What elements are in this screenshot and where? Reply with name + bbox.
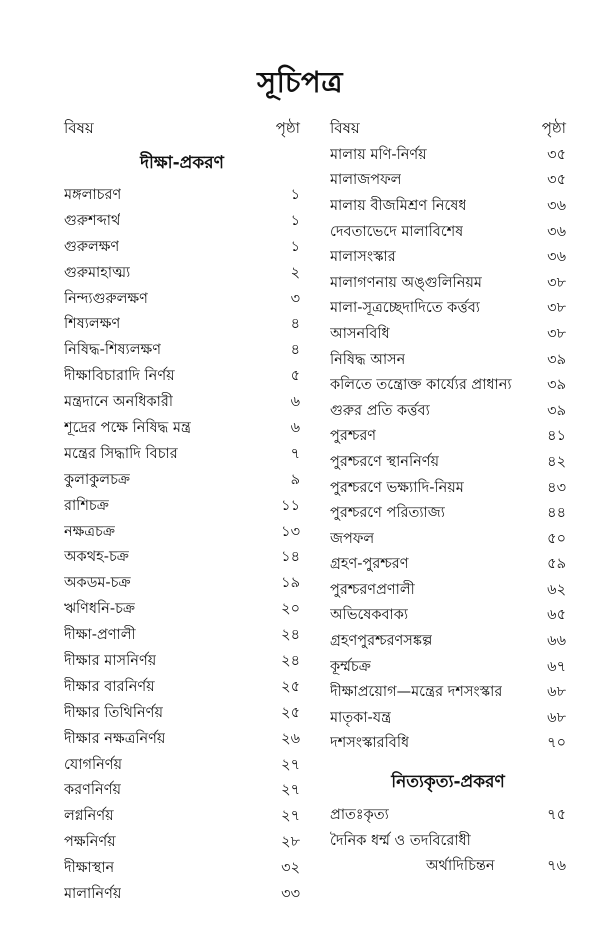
entry-title: রাশিচক্র <box>64 497 109 514</box>
entry-page: ১৪ <box>281 549 300 566</box>
entry-title: পুরশ্চরণে স্থাননির্ণয় <box>330 453 440 470</box>
entry-title: দীক্ষার তিথিনির্ণয় <box>64 704 163 721</box>
toc-entry <box>330 501 566 527</box>
right-column <box>330 115 566 880</box>
toc-entry <box>330 629 566 655</box>
toc-entry <box>64 701 300 727</box>
entry-title: অভিষেকবাক্য <box>330 607 409 624</box>
entry-page: ১ <box>290 238 300 255</box>
entry-page: ৬৫ <box>547 607 566 624</box>
entry-page: ৩৫ <box>547 172 566 189</box>
entry-title: পক্ষনির্ণয় <box>64 834 116 851</box>
toc-entry <box>64 390 300 416</box>
entry-title: মালাগণনায় অঙ্গুলিনিয়ম <box>330 274 482 291</box>
entry-page: ২৭ <box>281 756 300 773</box>
entry-title: নিষিদ্ধ-শিষ্যলক্ষণ <box>64 342 162 359</box>
entry-page: ৬৬ <box>547 633 566 650</box>
entry-title: পুরশ্চরণে পরিত্যাজ্য <box>330 505 445 522</box>
entry-page: ৫০ <box>547 530 566 547</box>
entry-title: মালায় মণি-নির্ণয় <box>330 146 427 163</box>
entry-title: মালাসংস্কার <box>330 249 396 266</box>
entry-page: ৩৬ <box>547 197 566 214</box>
toc-entry <box>330 854 566 880</box>
toc-entry <box>330 373 566 399</box>
entry-title: দৈনিক ধর্ম্ম ও তদবিরোধী <box>330 832 471 849</box>
entry-title: করণনির্ণয় <box>64 782 122 799</box>
entry-page: ৬২ <box>547 581 566 598</box>
entry-page: ৩৯ <box>547 402 566 419</box>
toc-entry <box>64 364 300 390</box>
toc-entry <box>330 604 566 630</box>
entry-title: দীক্ষাপ্রয়োগ—মন্ত্রের দশসংস্কার <box>330 684 503 701</box>
entry-page: ৪ <box>290 316 300 333</box>
entry-page: ৫৯ <box>547 556 566 573</box>
entry-page: ৪১ <box>547 428 566 445</box>
entry-page: ১ <box>290 212 300 229</box>
entry-page: ৬ <box>290 394 300 411</box>
right-entries-2 <box>330 803 566 880</box>
toc-entry <box>330 732 566 758</box>
toc-entry <box>330 803 566 829</box>
toc-entry <box>330 476 566 502</box>
entry-title: গুরুলক্ষণ <box>64 238 120 255</box>
toc-entry <box>330 450 566 476</box>
entry-page: ২৮ <box>281 834 300 851</box>
left-column-header <box>64 115 300 143</box>
toc-entry <box>330 194 566 220</box>
page-title: সূচিপত্র <box>256 65 344 99</box>
entry-title: মন্ত্রের সিদ্ধাদি বিচার <box>64 445 178 462</box>
toc-entry <box>330 143 566 169</box>
entry-title: দেবতাভেদে মালাবিশেষ <box>330 223 464 240</box>
entry-title: গুরুমাহাত্ম্য <box>64 264 131 281</box>
entry-title: দীক্ষা-প্রণালী <box>64 627 136 644</box>
entry-title: আসনবিধি <box>330 325 390 342</box>
entry-title: শূদ্রের পক্ষে নিষিদ্ধ মন্ত্র <box>64 419 191 436</box>
toc-entry <box>64 571 300 597</box>
entry-title: কুলাকুলচক্র <box>64 471 131 488</box>
toc-entry <box>330 553 566 579</box>
toc-entry <box>330 245 566 271</box>
toc-entry <box>330 271 566 297</box>
section-title: দীক্ষা-প্রকরণ <box>140 153 224 173</box>
entry-page: ১৯ <box>281 575 300 592</box>
toc-entry <box>330 399 566 425</box>
entry-page: ৩৩ <box>281 885 300 902</box>
entry-title: দীক্ষাস্থান <box>64 860 115 877</box>
entry-page: ১১ <box>281 497 300 514</box>
toc-entry <box>330 680 566 706</box>
toc-entry <box>64 416 300 442</box>
entry-page: ৪ <box>290 342 300 359</box>
entry-title: অকডম-চক্র <box>64 575 131 592</box>
entry-page: ১ <box>290 186 300 203</box>
toc-entry <box>64 649 300 675</box>
toc-entry <box>330 829 566 855</box>
entry-page: ২৭ <box>281 808 300 825</box>
entry-page: ২০ <box>281 601 300 618</box>
left-column <box>64 115 300 908</box>
toc-entry <box>330 220 566 246</box>
entry-title: ঋণিধনি-চক্র <box>64 601 136 618</box>
page-header: পৃষ্ঠা <box>275 118 300 137</box>
entry-page: ৩ <box>290 290 300 307</box>
entry-page: ১৩ <box>281 523 300 540</box>
entry-title: নক্ষত্রচক্র <box>64 523 116 540</box>
entry-page: ৯ <box>290 471 300 488</box>
entry-page: ২ <box>290 264 300 281</box>
toc-entry <box>64 856 300 882</box>
entry-title: গ্রহণ-পুরশ্চরণ <box>330 556 409 573</box>
toc-entry <box>64 261 300 287</box>
toc-entry <box>64 804 300 830</box>
subject-header: বিষয় <box>330 118 360 137</box>
left-entries <box>64 183 300 908</box>
entry-page: ৩৬ <box>547 223 566 240</box>
toc-entry <box>64 753 300 779</box>
entry-page: ৫ <box>290 368 300 385</box>
toc-entry <box>64 494 300 520</box>
entry-title: জপফল <box>330 530 375 547</box>
toc-entry <box>64 442 300 468</box>
entry-title: কূর্ম্মচক্র <box>330 658 371 675</box>
toc-entry <box>64 235 300 261</box>
entry-title: মালা-সূত্রচ্ছেদাদিতে কর্ত্তব্য <box>330 300 480 317</box>
toc-entry <box>64 183 300 209</box>
entry-title: অকথহ-চক্র <box>64 549 129 566</box>
toc-entry <box>330 578 566 604</box>
entry-page: ৩৮ <box>547 274 566 291</box>
entry-page: ২৪ <box>281 652 300 669</box>
entry-page: ৩৯ <box>547 377 566 394</box>
entry-page: ৭৫ <box>547 807 566 824</box>
toc-entry <box>330 297 566 323</box>
entry-title: মালানির্ণয় <box>64 885 122 902</box>
entry-page: ৬ <box>290 419 300 436</box>
entry-page: ৩৮ <box>547 300 566 317</box>
right-column-header <box>330 115 566 143</box>
toc-entry <box>330 527 566 553</box>
entry-title: মাতৃকা-যন্ত্র <box>330 709 392 726</box>
toc-entry <box>64 623 300 649</box>
toc-entry <box>330 348 566 374</box>
entry-title: শিষ্যলক্ষণ <box>64 316 121 333</box>
toc-entry <box>330 322 566 348</box>
entry-title: প্রাতঃকৃত্য <box>330 807 389 824</box>
entry-page: ৩৬ <box>547 249 566 266</box>
entry-title: নিষিদ্ধ আসন <box>330 351 406 368</box>
entry-title: দীক্ষার নক্ষত্রনির্ণয় <box>64 730 166 747</box>
toc-entry <box>64 312 300 338</box>
entry-page: ৭৬ <box>547 858 566 875</box>
toc-entry <box>64 597 300 623</box>
entry-title: মালায় বীজমিশ্রণ নিষেধ <box>330 197 467 214</box>
entry-title: অর্থাদিচিন্তন <box>426 858 495 875</box>
entry-page: ৭০ <box>547 735 566 752</box>
entry-page: ৩৮ <box>547 325 566 342</box>
entry-page: ৭ <box>290 445 300 462</box>
entry-page: ৩৯ <box>547 351 566 368</box>
entry-page: ২৭ <box>281 782 300 799</box>
toc-entry <box>64 830 300 856</box>
toc-entry <box>330 169 566 195</box>
entry-title: যোগনির্ণয় <box>64 756 123 773</box>
entry-title: পুরশ্চরণ <box>330 428 377 445</box>
entry-page: ৬৮ <box>547 684 566 701</box>
toc-entry <box>330 706 566 732</box>
toc-entry <box>64 287 300 313</box>
entry-title: কলিতে তন্ত্রোক্ত কার্য্যের প্রাধান্য <box>330 377 512 394</box>
subject-header: বিষয় <box>64 118 94 137</box>
entry-page: ৬৮ <box>547 709 566 726</box>
toc-entry <box>64 468 300 494</box>
toc-entry <box>64 338 300 364</box>
entry-page: ২৪ <box>281 627 300 644</box>
right-entries <box>330 143 566 757</box>
entry-title: দীক্ষার বারনির্ণয় <box>64 678 155 695</box>
entry-page: ৪৩ <box>547 479 566 496</box>
entry-title: মন্ত্রদানে অনধিকারী <box>64 394 173 411</box>
toc-entry <box>64 209 300 235</box>
toc-entry <box>64 675 300 701</box>
entry-title: মঙ্গলাচরণ <box>64 186 122 203</box>
entry-page: ৪২ <box>547 453 566 470</box>
toc-entry <box>330 425 566 451</box>
toc-entry <box>64 882 300 908</box>
entry-title: পুরশ্চরণে ভক্ষ্যাদি-নিয়ম <box>330 479 464 496</box>
entry-title: মালাজপফল <box>330 172 402 189</box>
toc-entry <box>64 778 300 804</box>
entry-title: গ্রহণপুরশ্চরণসঙ্কল্প <box>330 633 433 650</box>
entry-page: ৬৭ <box>547 658 566 675</box>
entry-title: দশসংস্কারবিধি <box>330 735 410 752</box>
entry-page: ৩২ <box>281 860 300 877</box>
entry-page: ২৫ <box>281 704 300 721</box>
entry-title: লগ্ননির্ণয় <box>64 808 114 825</box>
entry-page: ২৫ <box>281 678 300 695</box>
entry-title: গুরুশব্দার্থ <box>64 212 121 229</box>
entry-page: ২৬ <box>281 730 300 747</box>
entry-title: গুরুর প্রতি কর্ত্তব্য <box>330 402 430 419</box>
page-header: পৃষ্ঠা <box>541 118 566 137</box>
entry-title: পুরশ্চরণপ্রণালী <box>330 581 415 598</box>
toc-entry <box>64 520 300 546</box>
toc-entry <box>64 727 300 753</box>
toc-entry <box>330 655 566 681</box>
entry-title: নিন্দ্যগুরুলক্ষণ <box>64 290 148 307</box>
entry-title: দীক্ষাবিচারাদি নির্ণয় <box>64 368 175 385</box>
entry-page: ৩৫ <box>547 146 566 163</box>
entry-page: ৪৪ <box>547 505 566 522</box>
section-title: নিত্যকৃত্য-প্রকরণ <box>391 772 505 793</box>
entry-title: দীক্ষার মাসনির্ণয় <box>64 652 157 669</box>
toc-entry <box>64 545 300 571</box>
